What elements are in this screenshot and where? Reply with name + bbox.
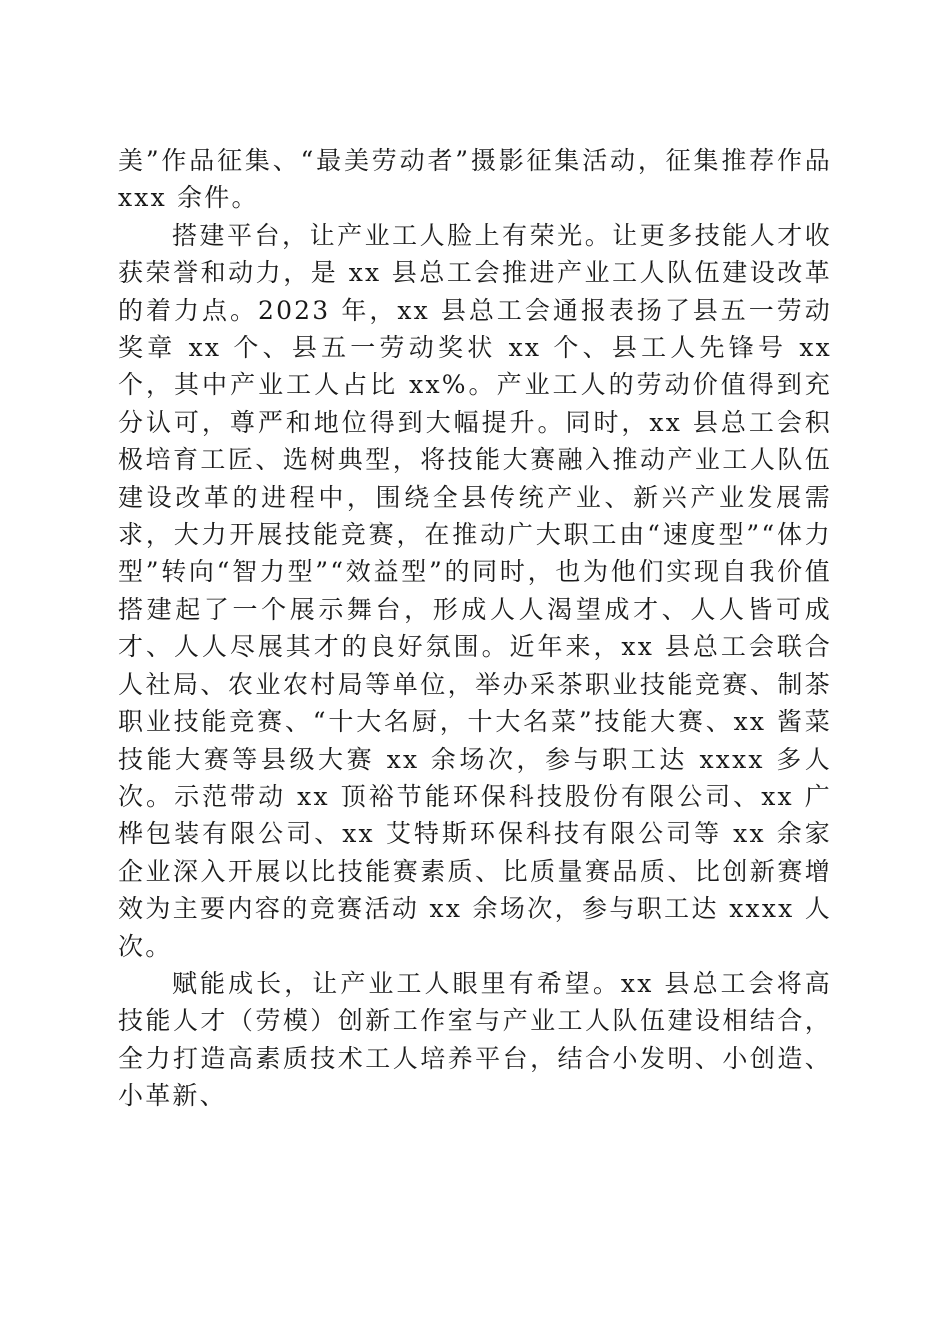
paragraph-empower-growth: 赋能成长，让产业工人眼里有希望。xx 县总工会将高技能人才（劳模）创新工作室与产业工人队伍建设相结合，全力打造高素质技术工人培养平台，结合小发明、小创造、小革新、 <box>118 968 832 1111</box>
paragraph-build-platform: 搭建平台，让产业工人脸上有荣光。让更多技能人才收获荣誉和动力，是 xx 县总工会推进产业工人队伍建设改革的着力点。2023 年，xx 县总工会通报表扬了县五一劳动奖章 xx 个、县五一劳动奖状 xx 个、县工人先锋号 xx 个，其中产业工人占比 xx%。产业工人的劳动价值得到充分认可，尊严和地位得到大幅提升。同时，xx 县总工会积极培育工匠、选树典型，将技能大赛融入推动产业工人队伍建设改革的进程中，围绕全县传统产业、新兴产业发展需求，大力开展技能竞赛，在推动广大职工由“速度型”“体力型”转向“智力型”“效益型”的同时，也为他们实现自我价值搭建起了一个展示舞台，形成人人渴望成才、人人皆可成才、人人尽展其才的良好氛围。近年来，xx 县总工会联合人社局、农业农村局等单位，举办采茶职业技能竞赛、制茶职业技能竞赛、“十大名厨，十大名菜”技能大赛、xx 酱菜技能大赛等县级大赛 xx 余场次，参与职工达 xxxx 多人次。示范带动 xx 顶裕节能环保科技股份有限公司、xx 广桦包装有限公司、xx 艾特斯环保科技有限公司等 xx 余家企业深入开展以比技能赛素质、比质量赛品质、比创新赛增效为主要内容的竞赛活动 xx 余场次，参与职工达 xxxx 人次。 <box>118 220 832 961</box>
document-body <box>118 142 832 1115</box>
paragraph-continuation: 美”作品征集、“最美劳动者”摄影征集活动，征集推荐作品 xxx 余件。 <box>118 146 832 213</box>
